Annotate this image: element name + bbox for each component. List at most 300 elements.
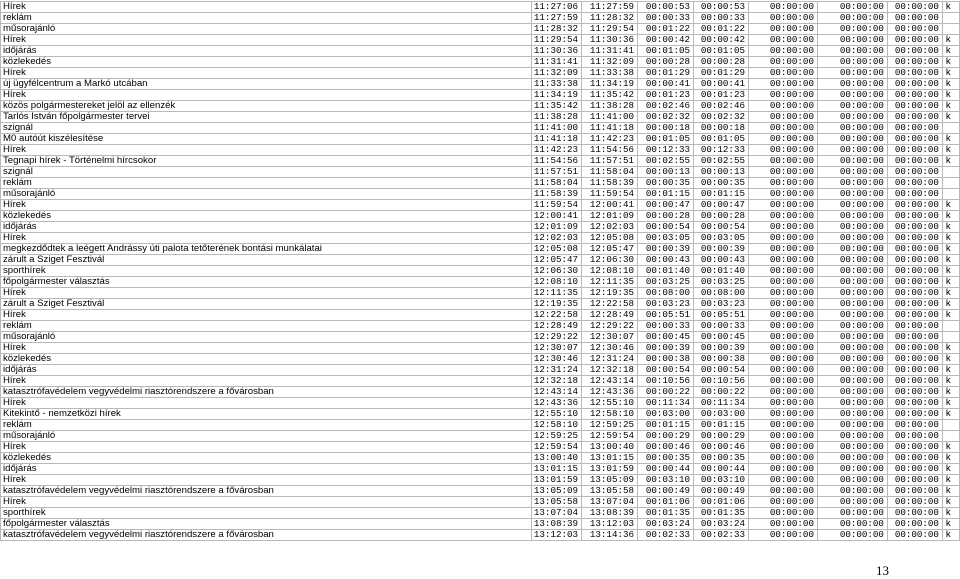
time-col-5-cell: 00:00:00 (748, 464, 817, 475)
table-row (1, 398, 960, 409)
start-time-cell: 11:58:39 (531, 189, 581, 200)
end-time-cell: 12:32:18 (582, 365, 638, 376)
time-col-7-cell: 00:00:00 (887, 156, 942, 167)
broadcast-log-body (1, 2, 960, 541)
time-col-6-cell: 00:00:00 (817, 244, 887, 255)
program-title-cell: reklám (1, 321, 532, 332)
time-col-6-cell: 00:00:00 (817, 409, 887, 420)
start-time-cell: 11:58:04 (531, 178, 581, 189)
time-col-6-cell: 00:00:00 (817, 343, 887, 354)
duration-cell: 00:01:40 (638, 266, 694, 277)
duration-total-cell: 00:08:00 (693, 288, 748, 299)
time-col-7-cell: 00:00:00 (887, 486, 942, 497)
program-title-cell: sporthírek (1, 508, 532, 519)
duration-cell: 00:01:15 (638, 189, 694, 200)
time-col-7-cell: 00:00:00 (887, 288, 942, 299)
flag-cell: k (942, 145, 959, 156)
end-time-cell: 11:34:19 (582, 79, 638, 90)
program-title-cell: Hírek (1, 497, 532, 508)
time-col-7-cell: 00:00:00 (887, 68, 942, 79)
time-col-7-cell: 00:00:00 (887, 211, 942, 222)
time-col-5-cell: 00:00:00 (748, 167, 817, 178)
flag-cell: k (942, 277, 959, 288)
flag-cell (942, 321, 959, 332)
duration-total-cell: 00:01:23 (693, 90, 748, 101)
page-number: 13 (876, 563, 889, 578)
time-col-5-cell: 00:00:00 (748, 508, 817, 519)
time-col-6-cell: 00:00:00 (817, 211, 887, 222)
duration-cell: 00:01:15 (638, 420, 694, 431)
duration-cell: 00:00:47 (638, 200, 694, 211)
time-col-6-cell: 00:00:00 (817, 79, 887, 90)
time-col-7-cell: 00:00:00 (887, 376, 942, 387)
duration-cell: 00:12:33 (638, 145, 694, 156)
time-col-7-cell: 00:00:00 (887, 46, 942, 57)
program-title-cell: szignál (1, 167, 532, 178)
time-col-5-cell: 00:00:00 (748, 35, 817, 46)
flag-cell: k (942, 376, 959, 387)
flag-cell (942, 167, 959, 178)
start-time-cell: 12:08:10 (531, 277, 581, 288)
time-col-5-cell: 00:00:00 (748, 189, 817, 200)
program-title-cell: időjárás (1, 464, 532, 475)
table-row (1, 442, 960, 453)
table-row (1, 222, 960, 233)
time-col-7-cell: 00:00:00 (887, 409, 942, 420)
time-col-5-cell: 00:00:00 (748, 420, 817, 431)
time-col-5-cell: 00:00:00 (748, 13, 817, 24)
flag-cell: k (942, 398, 959, 409)
time-col-7-cell: 00:00:00 (887, 497, 942, 508)
duration-cell: 00:00:35 (638, 178, 694, 189)
end-time-cell: 12:11:35 (582, 277, 638, 288)
duration-cell: 00:02:32 (638, 112, 694, 123)
start-time-cell: 12:00:41 (531, 211, 581, 222)
end-time-cell: 12:59:25 (582, 420, 638, 431)
time-col-5-cell: 00:00:00 (748, 134, 817, 145)
time-col-6-cell: 00:00:00 (817, 2, 887, 13)
flag-cell: k (942, 299, 959, 310)
time-col-5-cell: 00:00:00 (748, 288, 817, 299)
duration-cell: 00:02:46 (638, 101, 694, 112)
table-row (1, 420, 960, 431)
time-col-5-cell: 00:00:00 (748, 343, 817, 354)
start-time-cell: 11:32:09 (531, 68, 581, 79)
program-title-cell: szignál (1, 123, 532, 134)
flag-cell: k (942, 156, 959, 167)
table-row (1, 409, 960, 420)
time-col-6-cell: 00:00:00 (817, 134, 887, 145)
start-time-cell: 11:33:38 (531, 79, 581, 90)
end-time-cell: 11:42:23 (582, 134, 638, 145)
time-col-7-cell: 00:00:00 (887, 79, 942, 90)
program-title-cell: megkezdődtek a leégett Andrássy úti palota tetőterének bontási munkálatai (1, 244, 532, 255)
start-time-cell: 13:12:03 (531, 530, 581, 541)
duration-total-cell: 00:03:23 (693, 299, 748, 310)
end-time-cell: 12:30:07 (582, 332, 638, 343)
time-col-7-cell: 00:00:00 (887, 233, 942, 244)
end-time-cell: 12:00:41 (582, 200, 638, 211)
time-col-5-cell: 00:00:00 (748, 90, 817, 101)
duration-total-cell: 00:00:28 (693, 57, 748, 68)
time-col-6-cell: 00:00:00 (817, 266, 887, 277)
time-col-6-cell: 00:00:00 (817, 90, 887, 101)
start-time-cell: 13:05:09 (531, 486, 581, 497)
table-row (1, 178, 960, 189)
duration-cell: 00:02:55 (638, 156, 694, 167)
time-col-5-cell: 00:00:00 (748, 211, 817, 222)
program-title-cell: Hírek (1, 35, 532, 46)
duration-total-cell: 00:01:29 (693, 68, 748, 79)
flag-cell: k (942, 409, 959, 420)
duration-total-cell: 00:01:22 (693, 24, 748, 35)
end-time-cell: 13:05:58 (582, 486, 638, 497)
time-col-7-cell: 00:00:00 (887, 145, 942, 156)
start-time-cell: 11:29:54 (531, 35, 581, 46)
duration-cell: 00:00:33 (638, 321, 694, 332)
duration-total-cell: 00:02:33 (693, 530, 748, 541)
table-row (1, 365, 960, 376)
start-time-cell: 12:29:22 (531, 332, 581, 343)
end-time-cell: 12:31:24 (582, 354, 638, 365)
table-row (1, 24, 960, 35)
end-time-cell: 11:58:04 (582, 167, 638, 178)
start-time-cell: 12:28:49 (531, 321, 581, 332)
table-row (1, 134, 960, 145)
end-time-cell: 12:58:10 (582, 409, 638, 420)
duration-total-cell: 00:00:42 (693, 35, 748, 46)
flag-cell: k (942, 266, 959, 277)
program-title-cell: Tarlós István főpolgármester tervei (1, 112, 532, 123)
program-title-cell: reklám (1, 13, 532, 24)
time-col-7-cell: 00:00:00 (887, 2, 942, 13)
time-col-7-cell: 00:00:00 (887, 134, 942, 145)
duration-cell: 00:00:41 (638, 79, 694, 90)
duration-cell: 00:03:10 (638, 475, 694, 486)
time-col-5-cell: 00:00:00 (748, 68, 817, 79)
time-col-6-cell: 00:00:00 (817, 222, 887, 233)
table-row (1, 343, 960, 354)
flag-cell: k (942, 255, 959, 266)
start-time-cell: 12:19:35 (531, 299, 581, 310)
start-time-cell: 12:59:25 (531, 431, 581, 442)
time-col-7-cell: 00:00:00 (887, 167, 942, 178)
time-col-6-cell: 00:00:00 (817, 332, 887, 343)
time-col-7-cell: 00:00:00 (887, 123, 942, 134)
program-title-cell: Hírek (1, 2, 532, 13)
duration-cell: 00:00:38 (638, 354, 694, 365)
flag-cell: k (942, 354, 959, 365)
duration-total-cell: 00:05:51 (693, 310, 748, 321)
flag-cell (942, 13, 959, 24)
time-col-7-cell: 00:00:00 (887, 255, 942, 266)
end-time-cell: 13:01:15 (582, 453, 638, 464)
table-row (1, 156, 960, 167)
start-time-cell: 11:41:18 (531, 134, 581, 145)
end-time-cell: 12:59:54 (582, 431, 638, 442)
program-title-cell: közlekedés (1, 354, 532, 365)
time-col-7-cell: 00:00:00 (887, 442, 942, 453)
duration-total-cell: 00:00:45 (693, 332, 748, 343)
duration-cell: 00:00:13 (638, 167, 694, 178)
time-col-5-cell: 00:00:00 (748, 486, 817, 497)
time-col-7-cell: 00:00:00 (887, 519, 942, 530)
end-time-cell: 12:30:46 (582, 343, 638, 354)
flag-cell (942, 431, 959, 442)
start-time-cell: 13:00:40 (531, 453, 581, 464)
time-col-7-cell: 00:00:00 (887, 178, 942, 189)
end-time-cell: 12:01:09 (582, 211, 638, 222)
table-row (1, 2, 960, 13)
program-title-cell: Hírek (1, 288, 532, 299)
end-time-cell: 11:35:42 (582, 90, 638, 101)
duration-total-cell: 00:00:47 (693, 200, 748, 211)
duration-total-cell: 00:00:35 (693, 453, 748, 464)
flag-cell: k (942, 475, 959, 486)
time-col-6-cell: 00:00:00 (817, 310, 887, 321)
time-col-6-cell: 00:00:00 (817, 530, 887, 541)
program-title-cell: Hírek (1, 376, 532, 387)
flag-cell: k (942, 508, 959, 519)
duration-total-cell: 00:00:46 (693, 442, 748, 453)
time-col-6-cell: 00:00:00 (817, 68, 887, 79)
time-col-5-cell: 00:00:00 (748, 145, 817, 156)
time-col-6-cell: 00:00:00 (817, 442, 887, 453)
start-time-cell: 11:41:00 (531, 123, 581, 134)
duration-cell: 00:03:00 (638, 409, 694, 420)
start-time-cell: 12:01:09 (531, 222, 581, 233)
duration-cell: 00:10:56 (638, 376, 694, 387)
duration-total-cell: 00:10:56 (693, 376, 748, 387)
time-col-6-cell: 00:00:00 (817, 57, 887, 68)
flag-cell (942, 420, 959, 431)
table-row (1, 189, 960, 200)
table-row (1, 288, 960, 299)
duration-total-cell: 00:00:35 (693, 178, 748, 189)
program-title-cell: műsorajánló (1, 431, 532, 442)
duration-total-cell: 00:01:40 (693, 266, 748, 277)
table-row (1, 310, 960, 321)
time-col-6-cell: 00:00:00 (817, 365, 887, 376)
time-col-5-cell: 00:00:00 (748, 453, 817, 464)
duration-total-cell: 00:02:55 (693, 156, 748, 167)
duration-total-cell: 00:03:05 (693, 233, 748, 244)
program-title-cell: Hírek (1, 398, 532, 409)
time-col-6-cell: 00:00:00 (817, 24, 887, 35)
time-col-7-cell: 00:00:00 (887, 35, 942, 46)
duration-cell: 00:01:05 (638, 134, 694, 145)
program-title-cell: zárult a Sziget Fesztivál (1, 255, 532, 266)
start-time-cell: 11:27:06 (531, 2, 581, 13)
table-row (1, 519, 960, 530)
start-time-cell: 12:31:24 (531, 365, 581, 376)
time-col-7-cell: 00:00:00 (887, 354, 942, 365)
time-col-5-cell: 00:00:00 (748, 255, 817, 266)
table-row (1, 90, 960, 101)
table-row (1, 497, 960, 508)
time-col-7-cell: 00:00:00 (887, 200, 942, 211)
time-col-5-cell: 00:00:00 (748, 46, 817, 57)
time-col-6-cell: 00:00:00 (817, 497, 887, 508)
duration-cell: 00:00:28 (638, 211, 694, 222)
duration-cell: 00:01:05 (638, 46, 694, 57)
time-col-7-cell: 00:00:00 (887, 244, 942, 255)
time-col-6-cell: 00:00:00 (817, 354, 887, 365)
time-col-6-cell: 00:00:00 (817, 464, 887, 475)
time-col-5-cell: 00:00:00 (748, 387, 817, 398)
flag-cell (942, 332, 959, 343)
duration-total-cell: 00:00:44 (693, 464, 748, 475)
table-row (1, 376, 960, 387)
duration-total-cell: 00:03:00 (693, 409, 748, 420)
table-row (1, 508, 960, 519)
duration-total-cell: 00:01:35 (693, 508, 748, 519)
program-title-cell: műsorajánló (1, 189, 532, 200)
time-col-6-cell: 00:00:00 (817, 145, 887, 156)
end-time-cell: 11:58:39 (582, 178, 638, 189)
table-row (1, 13, 960, 24)
duration-cell: 00:03:23 (638, 299, 694, 310)
time-col-5-cell: 00:00:00 (748, 299, 817, 310)
time-col-5-cell: 00:00:00 (748, 321, 817, 332)
flag-cell: k (942, 387, 959, 398)
duration-total-cell: 00:02:32 (693, 112, 748, 123)
duration-total-cell: 00:01:15 (693, 420, 748, 431)
end-time-cell: 11:30:36 (582, 35, 638, 46)
time-col-7-cell: 00:00:00 (887, 24, 942, 35)
duration-total-cell: 00:03:25 (693, 277, 748, 288)
time-col-7-cell: 00:00:00 (887, 90, 942, 101)
end-time-cell: 12:28:49 (582, 310, 638, 321)
flag-cell: k (942, 486, 959, 497)
flag-cell: k (942, 365, 959, 376)
duration-total-cell: 00:00:54 (693, 222, 748, 233)
duration-cell: 00:00:28 (638, 57, 694, 68)
table-row (1, 299, 960, 310)
time-col-6-cell: 00:00:00 (817, 453, 887, 464)
flag-cell: k (942, 442, 959, 453)
table-row (1, 277, 960, 288)
time-col-5-cell: 00:00:00 (748, 398, 817, 409)
table-row (1, 266, 960, 277)
duration-total-cell: 00:00:29 (693, 431, 748, 442)
time-col-6-cell: 00:00:00 (817, 376, 887, 387)
table-row (1, 530, 960, 541)
time-col-7-cell: 00:00:00 (887, 420, 942, 431)
duration-total-cell: 00:00:41 (693, 79, 748, 90)
duration-total-cell: 00:00:33 (693, 321, 748, 332)
time-col-6-cell: 00:00:00 (817, 519, 887, 530)
program-title-cell: műsorajánló (1, 332, 532, 343)
flag-cell: k (942, 288, 959, 299)
flag-cell: k (942, 453, 959, 464)
duration-cell: 00:01:35 (638, 508, 694, 519)
duration-cell: 00:11:34 (638, 398, 694, 409)
time-col-6-cell: 00:00:00 (817, 189, 887, 200)
time-col-5-cell: 00:00:00 (748, 200, 817, 211)
start-time-cell: 12:59:54 (531, 442, 581, 453)
start-time-cell: 11:30:36 (531, 46, 581, 57)
time-col-7-cell: 00:00:00 (887, 398, 942, 409)
end-time-cell: 12:43:14 (582, 376, 638, 387)
time-col-5-cell: 00:00:00 (748, 409, 817, 420)
end-time-cell: 12:19:35 (582, 288, 638, 299)
time-col-5-cell: 00:00:00 (748, 332, 817, 343)
table-row (1, 211, 960, 222)
time-col-6-cell: 00:00:00 (817, 200, 887, 211)
start-time-cell: 11:31:41 (531, 57, 581, 68)
program-title-cell: Hírek (1, 145, 532, 156)
table-row (1, 486, 960, 497)
end-time-cell: 13:01:59 (582, 464, 638, 475)
duration-cell: 00:05:51 (638, 310, 694, 321)
table-row (1, 46, 960, 57)
program-title-cell: Kitekintő - nemzetközi hírek (1, 409, 532, 420)
program-title-cell: Hírek (1, 475, 532, 486)
time-col-5-cell: 00:00:00 (748, 178, 817, 189)
program-title-cell: Hírek (1, 233, 532, 244)
flag-cell: k (942, 2, 959, 13)
flag-cell: k (942, 497, 959, 508)
program-title-cell: M0 autóút kiszélesítése (1, 134, 532, 145)
time-col-6-cell: 00:00:00 (817, 156, 887, 167)
end-time-cell: 11:38:28 (582, 101, 638, 112)
time-col-7-cell: 00:00:00 (887, 453, 942, 464)
duration-total-cell: 00:03:24 (693, 519, 748, 530)
time-col-5-cell: 00:00:00 (748, 123, 817, 134)
time-col-6-cell: 00:00:00 (817, 233, 887, 244)
duration-cell: 00:00:45 (638, 332, 694, 343)
duration-cell: 00:00:43 (638, 255, 694, 266)
end-time-cell: 12:05:47 (582, 244, 638, 255)
end-time-cell: 13:12:03 (582, 519, 638, 530)
end-time-cell: 11:57:51 (582, 156, 638, 167)
duration-total-cell: 00:01:06 (693, 497, 748, 508)
end-time-cell: 13:00:40 (582, 442, 638, 453)
time-col-6-cell: 00:00:00 (817, 398, 887, 409)
table-row (1, 332, 960, 343)
duration-cell: 00:08:00 (638, 288, 694, 299)
time-col-5-cell: 00:00:00 (748, 354, 817, 365)
end-time-cell: 12:22:58 (582, 299, 638, 310)
program-title-cell: közös polgármestereket jelöl az ellenzék (1, 101, 532, 112)
time-col-6-cell: 00:00:00 (817, 46, 887, 57)
program-title-cell: időjárás (1, 46, 532, 57)
flag-cell (942, 189, 959, 200)
start-time-cell: 11:42:23 (531, 145, 581, 156)
table-row (1, 244, 960, 255)
program-title-cell: katasztrófavédelem vegyvédelmi riasztórendszere a fővárosban (1, 530, 532, 541)
duration-cell: 00:01:06 (638, 497, 694, 508)
time-col-6-cell: 00:00:00 (817, 486, 887, 497)
time-col-7-cell: 00:00:00 (887, 530, 942, 541)
time-col-5-cell: 00:00:00 (748, 244, 817, 255)
table-row (1, 68, 960, 79)
time-col-5-cell: 00:00:00 (748, 266, 817, 277)
table-row (1, 233, 960, 244)
table-row (1, 145, 960, 156)
start-time-cell: 11:54:56 (531, 156, 581, 167)
program-title-cell: időjárás (1, 222, 532, 233)
program-title-cell: új ügyfélcentrum a Markó utcában (1, 79, 532, 90)
flag-cell: k (942, 233, 959, 244)
time-col-7-cell: 00:00:00 (887, 189, 942, 200)
duration-cell: 00:03:05 (638, 233, 694, 244)
duration-total-cell: 00:02:46 (693, 101, 748, 112)
time-col-5-cell: 00:00:00 (748, 431, 817, 442)
start-time-cell: 12:02:03 (531, 233, 581, 244)
program-title-cell: főpolgármester választás (1, 277, 532, 288)
